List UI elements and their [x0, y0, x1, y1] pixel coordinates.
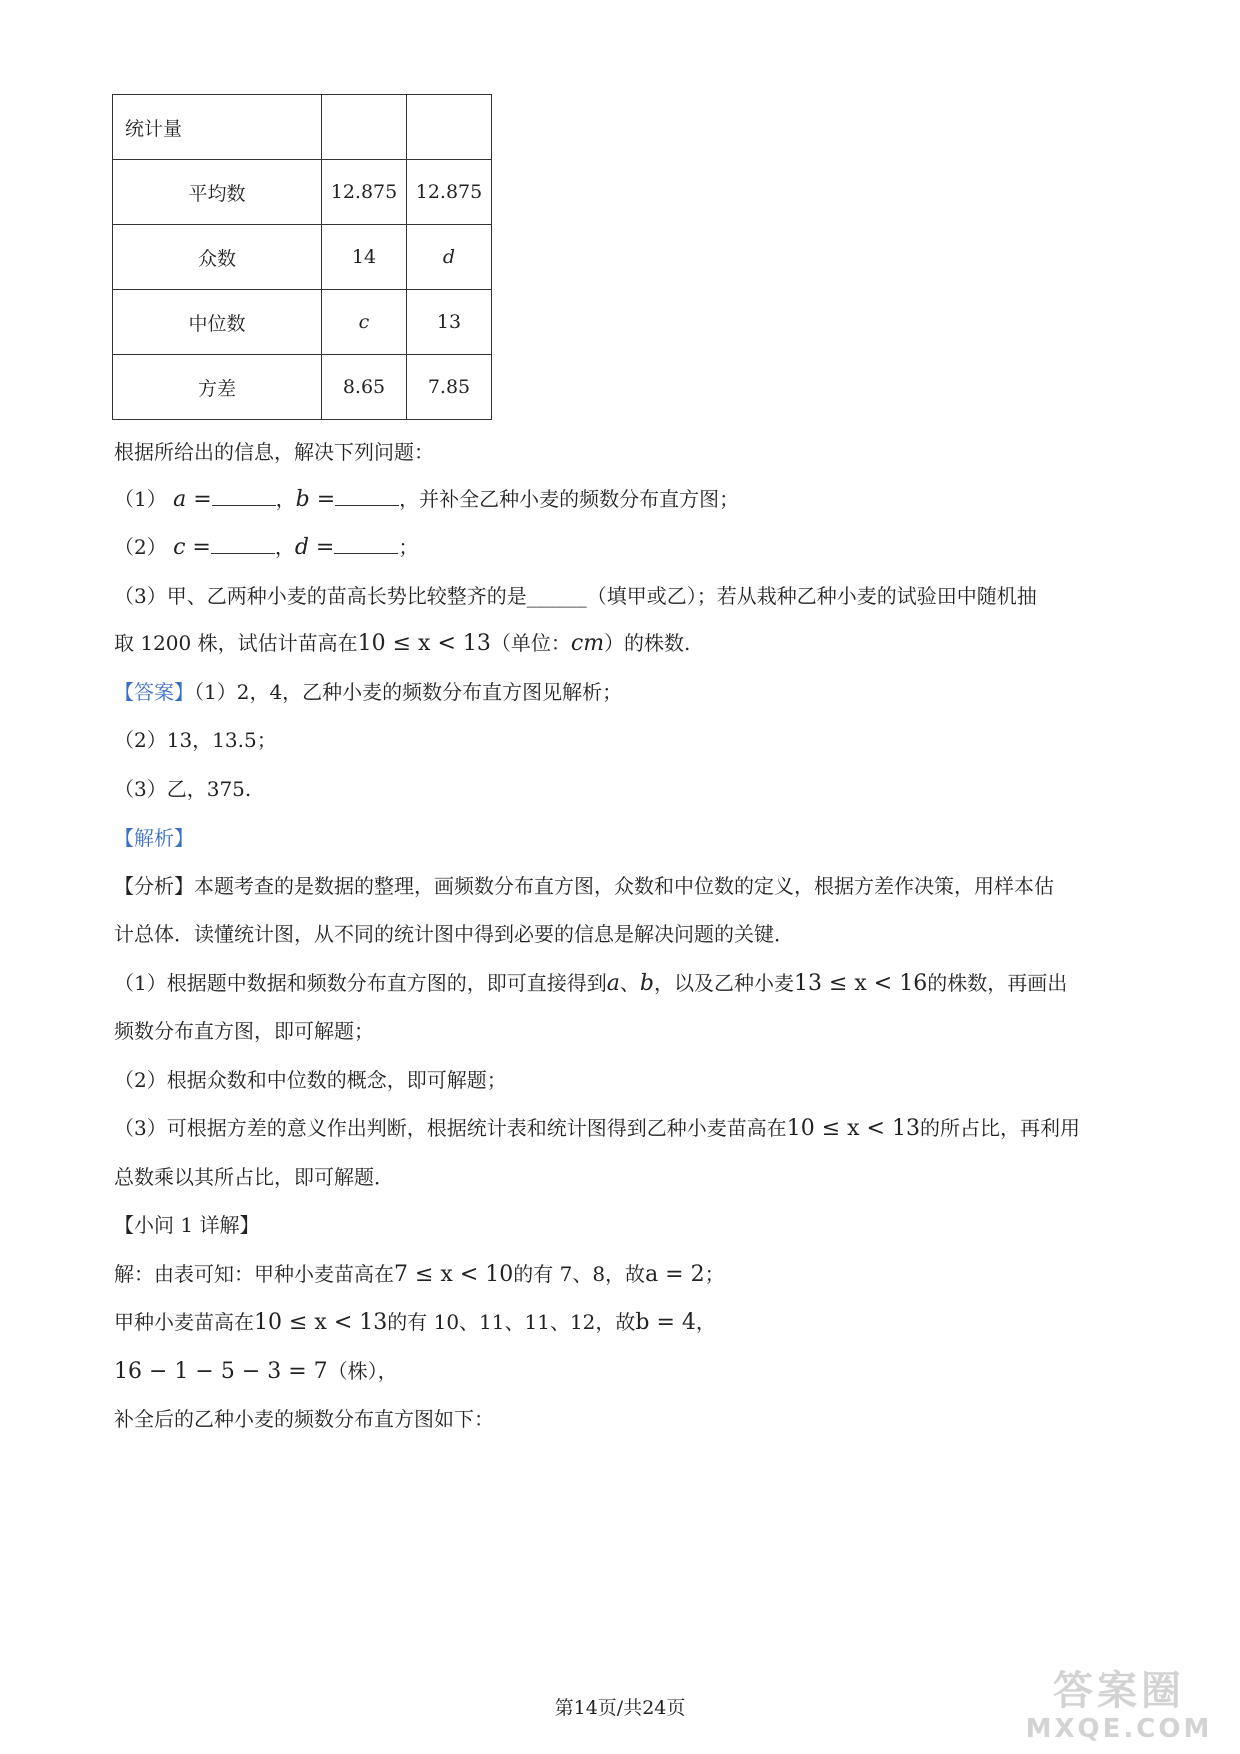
- detail-text: 的有 7、8，故: [513, 1262, 646, 1286]
- detail-tag: 【小问 1 详解】: [114, 1213, 260, 1237]
- analysis-a: a: [606, 971, 620, 996]
- analysis-text: （3）可根据方差的意义作出判断，根据统计表和统计图得到乙种小麦苗高在: [114, 1116, 787, 1140]
- statistics-table: [112, 94, 492, 420]
- question-3-line2: [114, 627, 690, 656]
- detail-line1: [114, 1258, 725, 1287]
- watermark-top: 答案圈: [1053, 1668, 1185, 1714]
- cell-value: d: [407, 225, 492, 290]
- detail-inequality: 10 ≤ x < 13: [254, 1310, 388, 1335]
- detail-text: 解：由表可知：甲种小麦苗高在: [114, 1262, 394, 1286]
- analysis-line7: 总数乘以其所占比，即可解题．: [114, 1165, 394, 1189]
- analysis-line5: （2）根据众数和中位数的概念，即可解题；: [114, 1068, 507, 1092]
- detail-line4: 补全后的乙种小麦的频数分布直方图如下：: [114, 1407, 494, 1431]
- page-footer: 第14页/共24页: [554, 1697, 686, 1719]
- q1-b: b =: [295, 487, 336, 512]
- cell-value: 13: [407, 290, 492, 355]
- analysis-inequality: 10 ≤ x < 13: [786, 1116, 920, 1141]
- cell-value: 8.65: [322, 355, 407, 420]
- table-row: [113, 225, 492, 290]
- analysis-sep: 、: [619, 971, 640, 995]
- question-2: [114, 531, 418, 560]
- table-header-col2: [407, 95, 492, 160]
- detail-equation: a = 2: [645, 1262, 705, 1287]
- answer-line2: （2）13，13.5；: [114, 728, 277, 752]
- analysis-line4: 频数分布直方图，即可解题；: [114, 1019, 374, 1043]
- cell-value: c: [322, 290, 407, 355]
- q3-unit: cm: [570, 631, 605, 656]
- q1-b-blank: [335, 487, 399, 506]
- watermark-bottom: MXQE.COM: [1025, 1714, 1213, 1744]
- analysis-text: 的所占比，再利用: [919, 1116, 1080, 1140]
- analysis-text: （1）根据题中数据和频数分布直方图的，即可直接得到: [114, 971, 607, 995]
- cell-value: 12.875: [407, 160, 492, 225]
- cell-value: 14: [322, 225, 407, 290]
- q1-a: a =: [173, 487, 212, 512]
- q1-rest: ，并补全乙种小麦的频数分布直方图；: [399, 487, 740, 511]
- intro-text: 根据所给出的信息，解决下列问题：: [114, 440, 434, 464]
- answer-line3: （3）乙，375.: [114, 777, 252, 801]
- table-header-col1: [322, 95, 407, 160]
- cell-value: 12.875: [322, 160, 407, 225]
- q2-d-blank: [334, 535, 398, 554]
- detail-line3: [114, 1355, 398, 1384]
- question-1: [114, 483, 739, 512]
- detail-line2: [114, 1306, 716, 1335]
- analysis-tag: 【解析】: [114, 826, 194, 850]
- analysis-line6: [114, 1112, 1080, 1141]
- analysis-b: b: [639, 971, 654, 996]
- analysis-inequality: 13 ≤ x < 16: [793, 971, 928, 996]
- table-row: [113, 355, 492, 420]
- watermark-logo: [1024, 1668, 1214, 1748]
- question-3-line1: （3）甲、乙两种小麦的苗高长势比较整齐的是______（填甲或乙）；若从栽种乙种小麦的试验田中随机抽: [114, 584, 1037, 608]
- detail-equation: 16 − 1 − 5 − 3 = 7: [114, 1359, 328, 1384]
- row-label: 众数: [113, 225, 322, 290]
- detail-text: ；: [704, 1262, 725, 1286]
- row-label: 方差: [113, 355, 322, 420]
- analysis-text: 的株数，再画出: [927, 971, 1068, 995]
- q1-number: （1）: [114, 487, 167, 511]
- q2-c: c =: [173, 535, 211, 560]
- analysis-line1: 【分析】本题考查的是数据的整理，画频数分布直方图，众数和中位数的定义，根据方差作决策，用样本估: [114, 874, 1054, 898]
- cell-value: 7.85: [407, 355, 492, 420]
- answer-tag: 【答案】: [114, 680, 194, 704]
- table-row: [113, 160, 492, 225]
- q2-end: ；: [398, 535, 419, 559]
- detail-equation: b = 4: [635, 1310, 696, 1335]
- analysis-line3: [114, 967, 1067, 996]
- q3-end: ）的株数.: [604, 631, 691, 655]
- answer-line1: [114, 676, 622, 705]
- detail-text: 的有 10、11、11、12，故: [387, 1310, 636, 1334]
- q3-text: 取 1200 株，试估计苗高在: [114, 631, 358, 655]
- detail-inequality: 7 ≤ x < 10: [394, 1262, 514, 1287]
- detail-text: （株），: [327, 1359, 398, 1383]
- q1-a-blank: [212, 487, 276, 506]
- q3-inequality: 10 ≤ x < 13: [357, 631, 491, 656]
- analysis-line2: 计总体．读懂统计图，从不同的统计图中得到必要的信息是解决问题的关键．: [114, 922, 794, 946]
- answer-text: （1）2，4，乙种小麦的频数分布直方图见解析；: [194, 680, 623, 704]
- q2-number: （2）: [114, 535, 167, 559]
- q1-sep: ，: [275, 487, 296, 511]
- table-row: [113, 290, 492, 355]
- detail-text: ，: [695, 1310, 716, 1334]
- q2-c-blank: [211, 535, 275, 554]
- analysis-text: ，以及乙种小麦: [653, 971, 794, 995]
- q2-d: d =: [294, 535, 335, 560]
- q2-sep: ，: [274, 535, 295, 559]
- table-header-label: 统计量: [113, 95, 322, 160]
- row-label: 平均数: [113, 160, 322, 225]
- row-label: 中位数: [113, 290, 322, 355]
- q3-unit-label: （单位：: [490, 631, 571, 655]
- detail-text: 甲种小麦苗高在: [114, 1310, 254, 1334]
